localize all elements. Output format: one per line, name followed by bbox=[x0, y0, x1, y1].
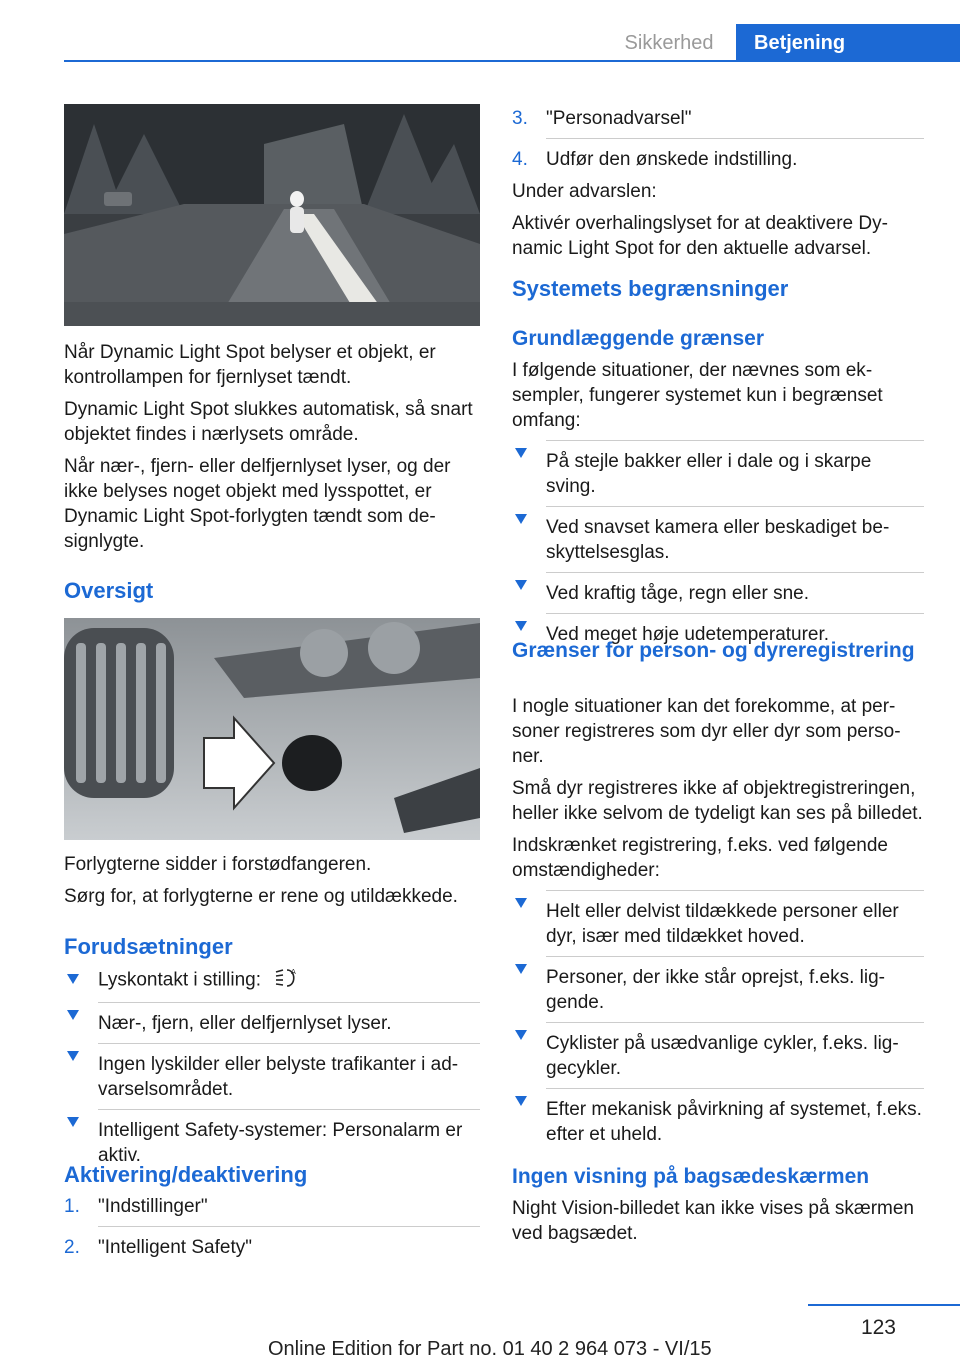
heading-person-dyr: Grænser for person- og dyreregistrering bbox=[512, 639, 915, 662]
left-column bbox=[64, 340, 484, 561]
light-switch-icon bbox=[274, 966, 300, 995]
forud-list bbox=[64, 966, 480, 1168]
paragraph: Sørg for, at forlygterne er rene og utildækkede. bbox=[64, 886, 458, 907]
night-road-illustration bbox=[64, 104, 480, 326]
list-item: Helt eller delvist tildækkede personer eller dyr, især med tildækket hoved. bbox=[512, 890, 924, 949]
grund-wrap bbox=[512, 358, 924, 654]
list-item: 4. Udfør den ønskede indstilling. bbox=[512, 138, 924, 172]
list-item: Cyklister på usædvanlige cykler, f.eks. liggecykler. bbox=[512, 1022, 924, 1081]
bag-wrap bbox=[512, 1196, 924, 1253]
paragraph: Night Vision-billedet kan ikke vises på skærmen ved bagsædet. bbox=[512, 1198, 914, 1244]
forud-list-wrap bbox=[64, 966, 480, 1175]
list-item: 1. "Indstillinger" bbox=[64, 1196, 208, 1217]
heading-grundlaeggende: Grundlæggende grænser bbox=[512, 327, 765, 350]
paragraph: Forlygterne sidder i forstødfangeren. bbox=[64, 854, 372, 875]
list-item: Ved snavset kamera eller beskadiget beskyttelsesglas. bbox=[512, 506, 924, 565]
paragraph: Aktivér overhalingslyset for at deaktivere Dynamic Light Spot for den aktuelle advarsel. bbox=[512, 213, 888, 259]
list-item: 2. "Intelligent Safety" bbox=[64, 1226, 480, 1260]
heading-bagsaede: Ingen visning på bagsædeskærmen bbox=[512, 1165, 870, 1188]
heading-aktivering: Aktivering/deaktivering bbox=[64, 1162, 308, 1187]
list-item: Ved meget høje udetemperaturer. bbox=[512, 613, 924, 647]
list-item: Nær-, fjern, eller delfjernlyset lyser. bbox=[64, 1002, 480, 1036]
paragraph: I følgende situationer, der nævnes som eksempler, fungerer systemet kun i begrænset omfang: bbox=[512, 360, 883, 431]
list-item: Ved kraftig tåge, regn eller sne. bbox=[512, 572, 924, 606]
paragraph: Under advarslen: bbox=[512, 181, 657, 202]
paragraph: Indskrænket registrering, f.eks. ved følgende omstændigheder: bbox=[512, 835, 888, 881]
footer-rule bbox=[808, 1304, 960, 1306]
right-column bbox=[512, 106, 924, 268]
grund-list bbox=[512, 440, 924, 647]
person-wrap bbox=[512, 694, 924, 1154]
person-list bbox=[512, 890, 924, 1147]
tab-sikkerhed[interactable]: Sikkerhed bbox=[624, 31, 714, 54]
steps-list bbox=[512, 106, 924, 172]
steps-list bbox=[64, 1194, 480, 1260]
front-bumper-illustration bbox=[64, 618, 480, 840]
svg-text:A: A bbox=[291, 968, 297, 976]
left-column-2 bbox=[64, 852, 484, 916]
list-item: Ingen lyskilder eller belyste trafikanter i advarselsområdet. bbox=[64, 1043, 480, 1102]
paragraph: Små dyr registreres ikke af objektregistreringen, heller ikke selvom de tydeligt kan ses på billedet. bbox=[512, 778, 923, 824]
page-number: 123 bbox=[860, 1316, 896, 1339]
paragraph: I nogle situationer kan det forekomme, at personer registreres som dyr eller dyr som personer. bbox=[512, 696, 901, 767]
heading-begraensninger: Systemets begrænsninger bbox=[512, 276, 789, 301]
heading-oversigt: Oversigt bbox=[64, 578, 154, 603]
paragraph: Dynamic Light Spot slukkes automatisk, så snart objektet findes i nærlysets område. bbox=[64, 399, 473, 445]
list-item: Intelligent Safety-systemer: Personalarm er aktiv. bbox=[64, 1109, 480, 1168]
paragraph: Når Dynamic Light Spot belyser et objekt, er kontrollampen for fjernlyset tændt. bbox=[64, 342, 436, 388]
list-item: Efter mekanisk påvirkning af systemet, f.eks. efter et uheld. bbox=[512, 1088, 924, 1147]
list-item: 3. "Personadvarsel" bbox=[512, 108, 692, 129]
online-edition-note: Online Edition for Part no. 01 40 2 964 073 - VI/15 bbox=[268, 1338, 712, 1360]
steps-left-wrap bbox=[64, 1194, 480, 1267]
tab-betjening[interactable]: Betjening bbox=[736, 24, 960, 62]
list-item: På stejle bakker eller i dale og i skarpe sving. bbox=[512, 440, 924, 499]
list-item: Lyskontakt i stilling: A bbox=[64, 966, 480, 995]
list-item: Personer, der ikke står oprejst, f.eks. liggende. bbox=[512, 956, 924, 1015]
paragraph: Når nær-, fjern- eller delfjernlyset lyser, og der ikke belyses noget objekt med lysspottet, er Dynamic Light Spot-forlygten tændt som designlygte. bbox=[64, 456, 451, 552]
heading-forudsaetninger: Forudsætninger bbox=[64, 934, 233, 959]
header-rule bbox=[64, 60, 960, 62]
